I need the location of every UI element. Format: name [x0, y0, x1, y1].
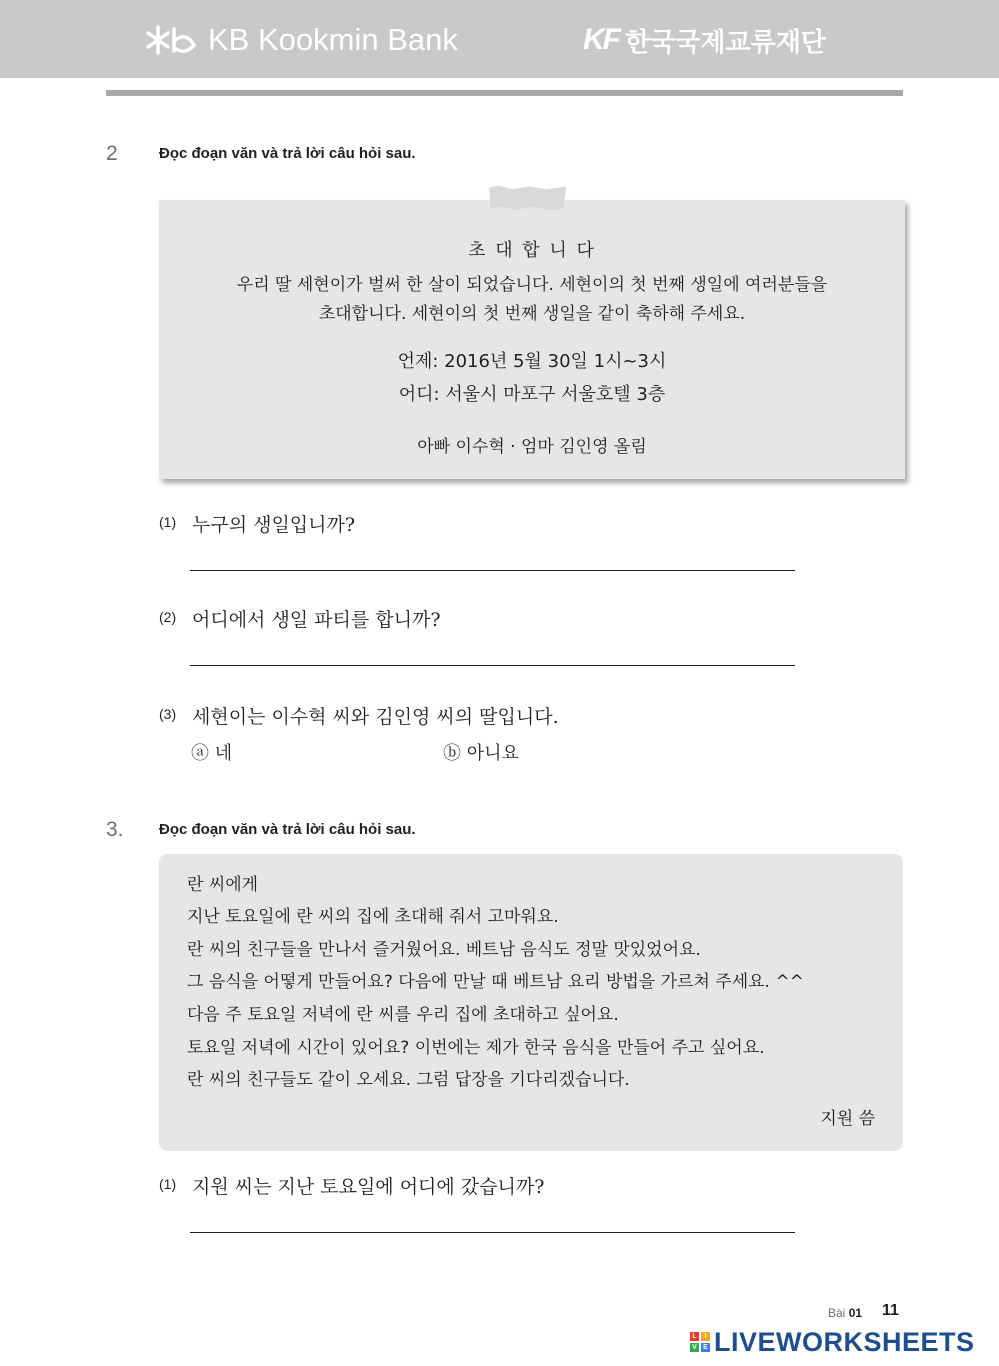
question-number: (1) — [159, 1176, 177, 1192]
kf-name: 한국국제교류재단 — [625, 27, 826, 58]
section-2-instruction: Đọc đoạn văn và trả lời câu hỏi sau. — [159, 145, 416, 162]
kb-star-icon — [146, 23, 198, 57]
kb-kookmin-bank-logo — [146, 20, 458, 60]
letter-line: 란 씨의 친구들도 같이 오세요. 그럼 답장을 기다리겠습니다. — [187, 1070, 630, 1090]
option-no[interactable]: ⓑ 아니요 — [443, 743, 519, 764]
invitation-line-2: 초대합니다. 세현이의 첫 번째 생일을 같이 축하해 주세요. — [318, 304, 746, 324]
invitation-title: 초 대 합 니 다 — [468, 240, 596, 261]
question-text: 세현이는 이수혁 씨와 김인영 씨의 딸입니다. — [192, 706, 559, 728]
letter-box — [159, 854, 903, 1151]
lesson-label — [828, 1306, 862, 1320]
kf-foundation-logo — [583, 20, 826, 60]
question-text: 어디에서 생일 파티를 합니까? — [192, 609, 441, 631]
question-text: 지원 씨는 지난 토요일에 어디에 갔습니까? — [192, 1176, 545, 1198]
letter-line: 지난 토요일에 란 씨의 집에 초대해 줘서 고마워요. — [187, 907, 559, 927]
brand-box-l: L — [690, 1332, 699, 1341]
liveworksheets-wordmark: LIVEWORKSHEETS — [714, 1326, 975, 1357]
liveworksheets-logo[interactable] — [690, 1328, 975, 1356]
option-yes[interactable]: ⓐ 네 — [191, 743, 233, 764]
section-3-number: 3. — [106, 818, 124, 841]
invitation-when: 언제: 2016년 5월 30일 1시~3시 — [397, 351, 667, 372]
invitation-from: 아빠 이수혁 · 엄마 김인영 올림 — [417, 437, 647, 457]
letter-line: 다음 주 토요일 저녁에 란 씨를 우리 집에 초대하고 싶어요. — [187, 1005, 619, 1025]
kb-logo-text: KB Kookmin Bank — [208, 22, 458, 57]
brand-box-i: I — [701, 1332, 710, 1341]
answer-line[interactable] — [190, 1232, 795, 1233]
letter-line: 토요일 저녁에 시간이 있어요? 이번에는 제가 한국 음식을 만들어 주고 싶어요. — [187, 1038, 765, 1058]
letter-signature: 지원 씀 — [820, 1109, 875, 1129]
letter-line: 란 씨의 친구들을 만나서 즐거웠어요. 베트남 음식도 정말 맛있었어요. — [187, 940, 701, 960]
header-bar — [0, 0, 999, 78]
answer-line[interactable] — [190, 665, 795, 666]
brand-box-v: V — [690, 1343, 699, 1352]
lesson-number: 01 — [848, 1306, 863, 1320]
invitation-where: 어디: 서울시 마포구 서울호텔 3층 — [398, 384, 666, 405]
page-number: 11 — [882, 1302, 899, 1319]
answer-line[interactable] — [190, 570, 795, 571]
section-2-number: 2 — [106, 142, 118, 165]
invitation-card — [159, 200, 905, 479]
question-text: 누구의 생일입니까? — [192, 514, 356, 536]
question-number: (2) — [159, 609, 177, 625]
header-rule — [106, 90, 903, 96]
liveworksheets-boxes-icon — [690, 1332, 710, 1352]
letter-line: 그 음식을 어떻게 만들어요? 다음에 만날 때 베트남 요리 방법을 가르쳐 주세요. ^^ — [187, 972, 804, 992]
invitation-line-1: 우리 딸 세현이가 벌써 한 살이 되었습니다. 세현이의 첫 번째 생일에 여러분들을 — [236, 275, 828, 295]
lesson-prefix: Bài — [828, 1306, 846, 1320]
question-number: (3) — [159, 706, 177, 722]
kf-mark: KF — [583, 23, 619, 56]
question-number: (1) — [159, 514, 177, 530]
section-3-instruction: Đọc đoạn văn và trả lời câu hỏi sau. — [159, 821, 416, 838]
brand-box-e: E — [701, 1343, 710, 1352]
letter-line: 란 씨에게 — [187, 875, 259, 895]
